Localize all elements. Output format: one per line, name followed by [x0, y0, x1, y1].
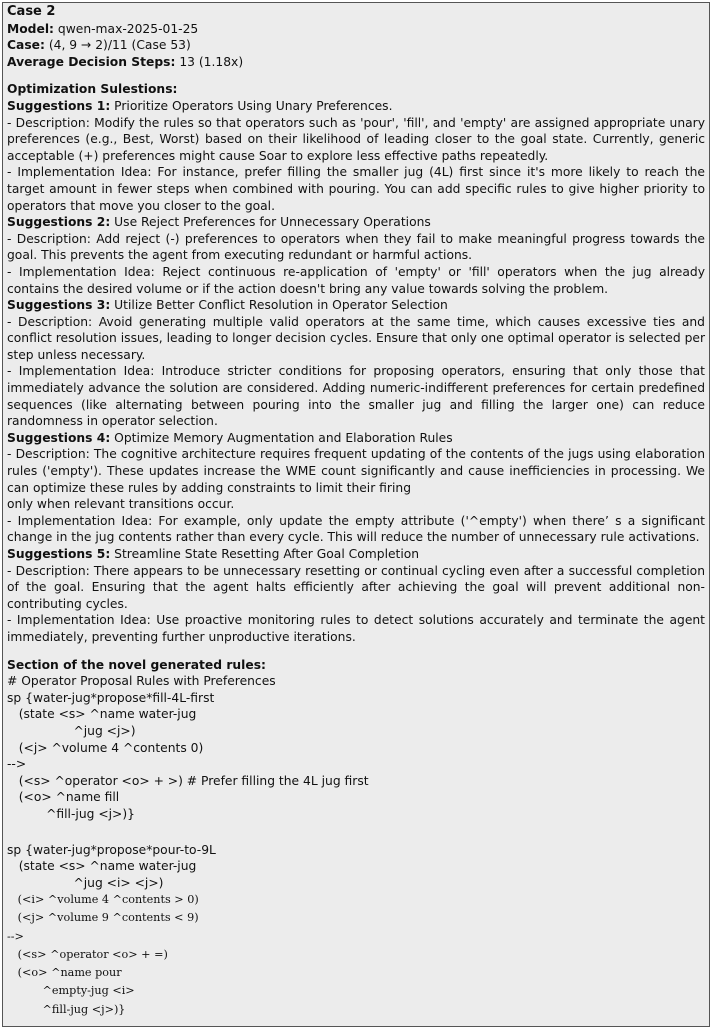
- suggestion-2-heading: [7, 214, 705, 231]
- code-line: ^jug <j>): [7, 723, 136, 738]
- suggestion-1-description: - Description: Modify the rules so that operators such as 'pour', 'fill', and 'empty' are assigned appropriate unary preferences (e.g., Best, Worst) based on their likelihood of leading closer to the goal state. Currently, generic acceptable (+) preferences might cause Soar to explore less effective paths repeatedly.: [7, 115, 705, 163]
- code-line: -->: [7, 757, 27, 772]
- code-line: (state <s> ^name water-jug: [7, 707, 197, 722]
- code-line: (<j> ^volume 9 ^contents < 9): [7, 911, 199, 925]
- suggestion-title: Use Reject Preferences for Unnecessary Operations: [114, 215, 431, 230]
- suggestion-label: Suggestions 1:: [7, 98, 111, 113]
- model-value: qwen-max-2025-01-25: [57, 21, 199, 36]
- suggestion-4-implementation: - Implementation Idea: For example, only update the empty attribute ('^empty') when there’ s a significant change in the jug contents rather than every cycle. This will reduce the number of unnecessary rule activations.: [7, 513, 705, 545]
- case-label: Case:: [7, 38, 45, 53]
- suggestion-2-description: - Description: Add reject (-) preferences to operators when they fail to make meaningful progress towards the goal. This prevents the agent from executing redundant or harmful actions.: [7, 231, 705, 263]
- code-line: (<o> ^name fill: [7, 790, 120, 805]
- suggestion-label: Suggestions 3:: [7, 298, 111, 313]
- code-line: sp {water-jug*propose*fill-4L-first: [7, 690, 215, 705]
- code-line: ^jug <i> <j>): [7, 875, 164, 890]
- suggestion-5-implementation: - Implementation Idea: Use proactive monitoring rules to detect solutions accurately and terminate the agent immediately, preventing further unproductive iterations.: [7, 613, 705, 644]
- suggestion-1-heading: [7, 98, 705, 115]
- code-line: (<s> ^operator <o> + =): [7, 947, 168, 961]
- code-line: ^fill-jug <j>)}: [7, 806, 135, 821]
- suggestion-title: Prioritize Operators Using Unary Preferences.: [114, 98, 393, 113]
- model-label: Model:: [7, 21, 54, 36]
- suggestion-title: Streamline State Resetting After Goal Completion: [114, 547, 420, 561]
- steps-value: 13 (1.18x): [179, 54, 244, 69]
- rules-comment: # Operator Proposal Rules with Preferences: [7, 674, 276, 689]
- suggestion-3-description: - Description: Avoid generating multiple valid operators at the same time, which causes excessive ties and conflict resolution issues, leading to longer decision cycles. Ensure that only one optimal operator is selected per step unless necessary.: [7, 314, 705, 362]
- code-line: (<o> ^name pour: [7, 966, 122, 980]
- suggestion-4-description-continued: only when relevant transitions occur.: [7, 497, 235, 512]
- suggestion-3-implementation: - Implementation Idea: Introduce stricter conditions for proposing operators, ensuring that only those that immediately advance the solution are considered. Adding numeric-indifferent preferences for certain predefined sequences (like alternating between pouring into the smaller jug and filling the larger one) can reduce randomness in operator selection.: [7, 364, 705, 429]
- rule-fill-4l-first: [7, 690, 705, 823]
- suggestion-4-heading: [7, 430, 705, 447]
- case-title: Case 2: [7, 4, 56, 19]
- code-line: (state <s> ^name water-jug: [7, 859, 197, 874]
- suggestion-3-heading: [7, 297, 705, 314]
- suggestion-5-heading: [7, 546, 705, 563]
- suggestion-label: Suggestions 4:: [7, 430, 111, 445]
- suggestion-label: Suggestions 2:: [7, 215, 111, 230]
- suggestion-title: Utilize Better Conflict Resolution in Operator Selection: [114, 298, 448, 313]
- code-line: ^empty-jug <i>: [7, 984, 135, 998]
- optimization-heading: Optimization Sulestions:: [7, 82, 178, 97]
- rules-heading: Section of the novel generated rules:: [7, 657, 266, 672]
- suggestion-title: Optimize Memory Augmentation and Elaboration Rules: [114, 430, 453, 445]
- code-line: (<i> ^volume 4 ^contents > 0): [7, 893, 199, 907]
- code-line: ^fill-jug <j>)}: [7, 1002, 126, 1016]
- code-line: -->: [7, 929, 24, 943]
- suggestion-label: Suggestions 5:: [7, 547, 111, 561]
- code-line: (<s> ^operator <o> + >) # Prefer filling the 4L jug first: [7, 773, 369, 788]
- suggestion-5-description: - Description: There appears to be unnecessary resetting or continual cycling even after a successful completion of the goal. Ensuring that the agent halts efficiently after achieving the goal will prevent additional non-contributing cycles.: [7, 563, 705, 611]
- model-line: [7, 21, 705, 38]
- suggestion-1-implementation: - Implementation Idea: For instance, prefer filling the smaller jug (4L) first since it's more likely to reach the target amount in fewer steps when combined with pouring. You can add specific rules to give higher priority to operators that move you closer to the goal.: [7, 165, 705, 213]
- steps-line: [7, 54, 705, 71]
- suggestion-2-implementation: - Implementation Idea: Reject continuous re-application of 'empty' or 'fill' operators when the jug already contains the desired volume or if the action doesn't bring any value towards solving the problem.: [7, 264, 705, 296]
- document-panel: [2, 2, 710, 1027]
- code-line: (<j> ^volume 4 ^contents 0): [7, 740, 204, 755]
- steps-label: Average Decision Steps:: [7, 54, 176, 69]
- suggestion-4-description: - Description: The cognitive architecture requires frequent updating of the contents of the jugs using elaboration rules ('empty'). These updates increase the WME count significantly and cause inefficiencies in processing. We can optimize these rules by adding constraints to limit their firing: [7, 447, 705, 495]
- case-line: [7, 37, 705, 54]
- case-value: (4, 9 → 2)/11 (Case 53): [48, 38, 191, 53]
- code-line: sp {water-jug*propose*pour-to-9L: [7, 842, 216, 857]
- rule-pour-to-9l: [7, 842, 705, 1019]
